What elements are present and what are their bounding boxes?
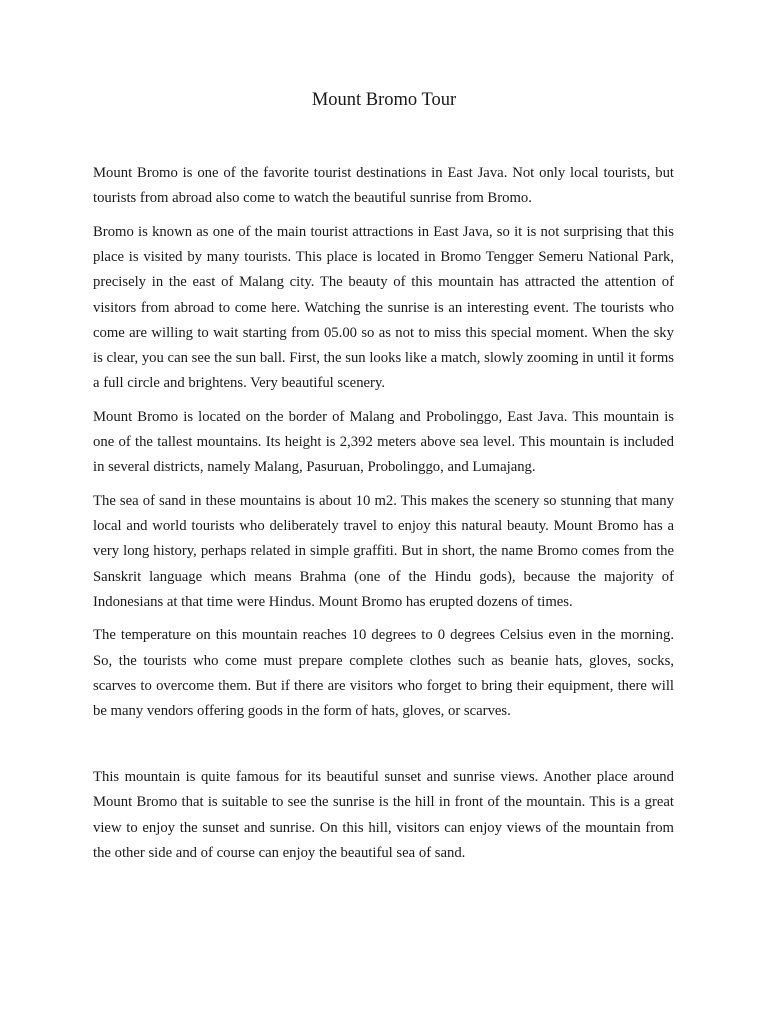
page-title: Mount Bromo Tour: [311, 90, 457, 110]
document-body: [93, 161, 674, 875]
paragraph-sea-of-sand: The sea of sand in these mountains is about 10 m2. This makes the scenery so stunning that many local and world tourists who deliberately travel to enjoy this natural beauty. Mount Bromo has a very long history, perhaps related in simple graffiti. But in short, the name Bromo comes from the Sanskrit language which means Brahma (one of the Hindu gods), because the majority of Indonesians at that time were Hindus. Mount Bromo has erupted dozens of times.: [93, 492, 674, 610]
paragraph-sunset-sunrise: This mountain is quite famous for its beautiful sunset and sunrise views. Another place around Mount Bromo that is suitable to see the sunrise is the hill in front of the mountain. This is a great view to enjoy the sunset and sunrise. On this hill, visitors can enjoy views of the mountain from the other side and of course can enjoy the beautiful sea of sand.: [93, 769, 674, 861]
paragraph-location: Mount Bromo is located on the border of Malang and Probolinggo, East Java. This mountain is one of the tallest mountains. Its height is 2,392 meters above sea level. This mountain is included in several districts, namely Malang, Pasuruan, Probolinggo, and Lumajang.: [93, 408, 674, 476]
paragraph-attractions: Bromo is known as one of the main tourist attractions in East Java, so it is not surprising that this place is visited by many tourists. This place is located in Bromo Tengger Semeru National Park, precisely in the east of Malang city. The beauty of this mountain has attracted the attention of visitors from abroad to come here. Watching the sunrise is an interesting event. The tourists who come are willing to wait starting from 05.00 so as not to miss this special moment. When the sky is clear, you can see the sun ball. First, the sun looks like a match, slowly zooming in until it forms a full circle and brightens. Very beautiful scenery.: [93, 223, 674, 392]
paragraph-temperature: The temperature on this mountain reaches 10 degrees to 0 degrees Celsius even in the morning. So, the tourists who come must prepare complete clothes such as beanie hats, gloves, socks, scarves to overcome them. But if there are visitors who forget to bring their equipment, there will be many vendors offering goods in the form of hats, gloves, or scarves.: [93, 627, 674, 720]
paragraph-intro: Mount Bromo is one of the favorite tourist destinations in East Java. Not only local tourists, but tourists from abroad also come to watch the beautiful sunrise from Bromo.: [93, 165, 674, 207]
